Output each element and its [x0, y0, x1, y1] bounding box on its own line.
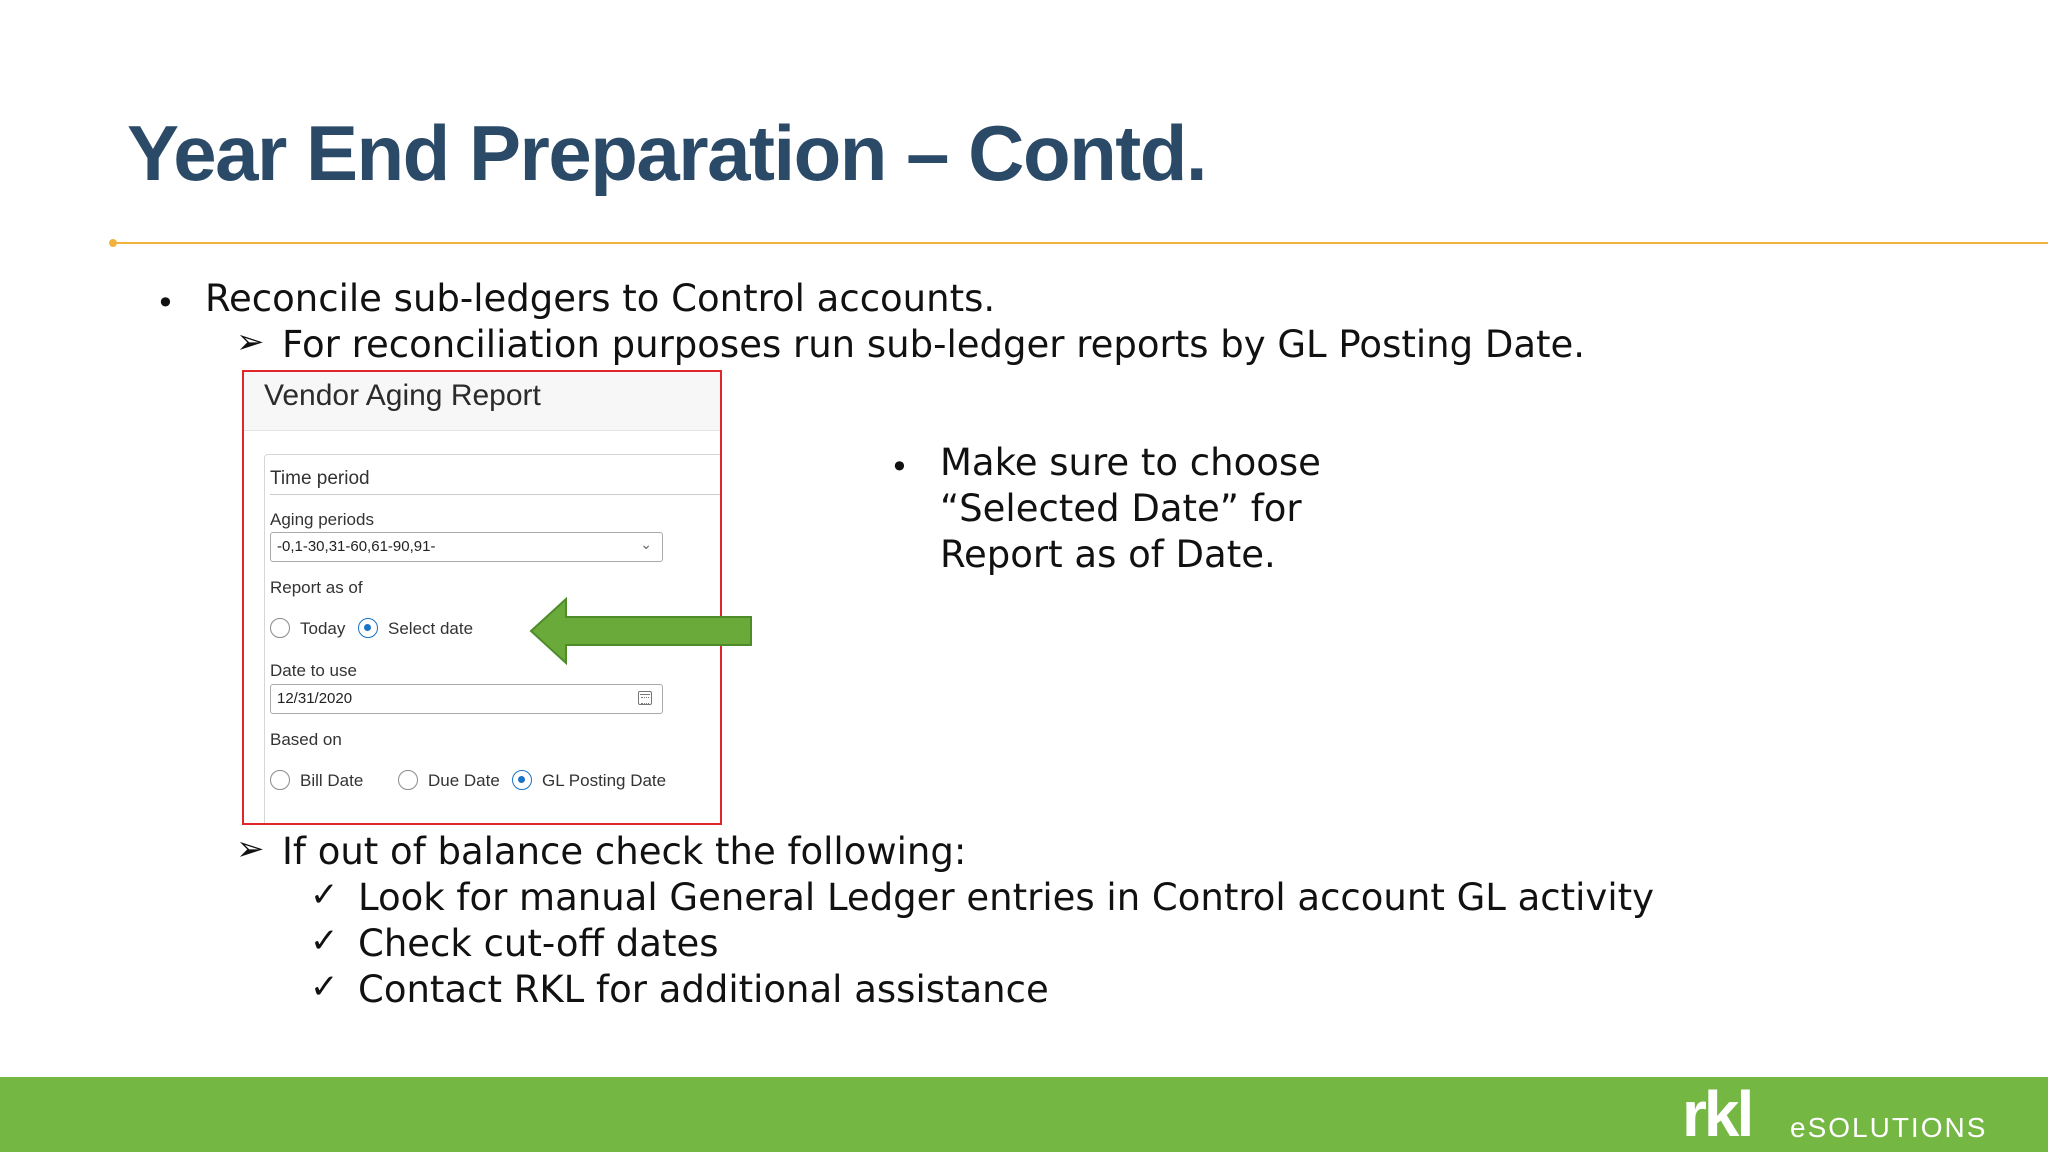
green-arrow-icon [528, 596, 754, 666]
check-icon: ✓ [310, 875, 339, 915]
main-bullet-text: Reconcile sub-ledgers to Control accounts. [205, 277, 996, 320]
check-item: Contact RKL for additional assistance [358, 968, 1049, 1011]
radio-today[interactable] [270, 618, 290, 638]
section-title: Time period [270, 468, 370, 489]
based-on-label: Based on [270, 730, 342, 749]
panel-header [244, 372, 720, 431]
side-note-line-1: Make sure to choose [940, 441, 1321, 484]
radio-today-label: Today [300, 619, 346, 638]
arrow-bullet-icon: ➢ [236, 322, 265, 362]
radio-bill-date[interactable] [270, 770, 290, 790]
slide-title: Year End Preparation – Contd. [127, 109, 1207, 197]
aging-periods-label: Aging periods [270, 510, 374, 529]
check-item: Look for manual General Ledger entries in Control account GL activity [358, 876, 1655, 919]
company-logo: rkl [1682, 1078, 1752, 1150]
date-to-use-label: Date to use [270, 661, 357, 680]
radio-gl-posting-date-label: GL Posting Date [542, 771, 667, 790]
report-as-of-label: Report as of [270, 578, 363, 597]
side-bullet-dot: • [890, 448, 909, 486]
title-rule [112, 242, 2048, 244]
aging-periods-select[interactable] [270, 532, 663, 562]
bullet-dot: • [156, 284, 175, 322]
date-to-use-value: 12/31/2020 [277, 690, 353, 707]
arrow-bullet-icon: ➢ [236, 829, 265, 869]
date-to-use-input[interactable] [270, 684, 663, 714]
radio-bill-date-label: Bill Date [300, 771, 364, 790]
sub-bullet-1-text: For reconciliation purposes run sub-ledger reports by GL Posting Date. [282, 323, 1586, 366]
side-note-line-3: Report as of Date. [940, 533, 1276, 576]
report-title: Vendor Aging Report [264, 379, 541, 412]
company-logo-subtext: eSOLUTIONS [1790, 1112, 1988, 1143]
calendar-icon[interactable] [638, 691, 652, 705]
radio-due-date[interactable] [398, 770, 418, 790]
radio-select-date[interactable] [358, 618, 378, 638]
aging-periods-value: -0,1-30,31-60,61-90,91- [277, 538, 436, 555]
sub-bullet-2-text: If out of balance check the following: [282, 830, 967, 873]
check-item: Check cut-off dates [358, 922, 719, 965]
check-icon: ✓ [310, 967, 339, 1007]
section-divider [270, 494, 720, 495]
side-note-line-2: “Selected Date” for [940, 487, 1302, 530]
radio-gl-posting-date[interactable] [512, 770, 532, 790]
radio-due-date-label: Due Date [428, 771, 500, 790]
chevron-down-icon: ⌄ [640, 536, 652, 552]
radio-select-date-label: Select date [388, 619, 474, 638]
check-icon: ✓ [310, 921, 339, 961]
